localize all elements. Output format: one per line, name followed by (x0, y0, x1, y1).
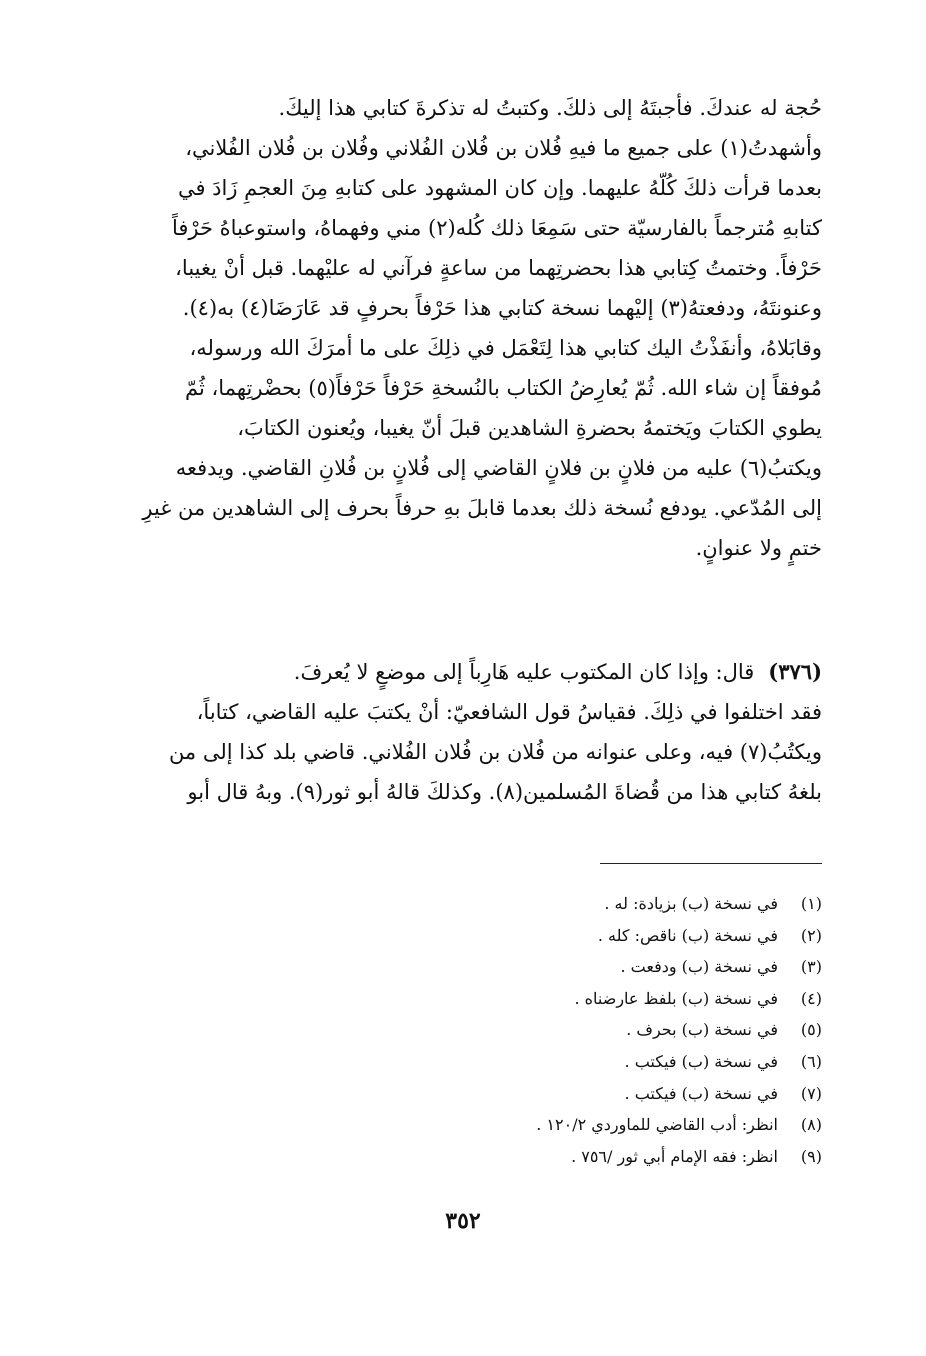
text-line-first (112, 652, 822, 692)
text-line: إلى المُدّعي. يودفع نُسخة ذلك بعدما قابلَ بهِ حرفاً بحرف إلى الشاهدين من غيرِ (142, 496, 822, 520)
text-line: وقابَلاهُ، وأنفَذْتُ اليك كتابي هذا لِتَعْمَل في ذلِكَ على ما أمرَكَ الله ورسوله، (189, 336, 822, 360)
text-line: ويكتُبُ(٧) فيه، وعلى عنوانه من فُلان بن فُلان الفُلاني. قاضي بلد كذا إلى من (168, 740, 822, 764)
text-line: وعنونتَهُ، ودفعتهُ(٣) إليْهما نسخة كتابي هذا حَرْفاً بحرفٍ قد عَارَضَا(٤) به(٤). (182, 296, 822, 320)
text-line: ويكتبُ(٦) عليه من فلانٍ بن فلانٍ القاضي إلى فُلانٍ بن فُلانِ القاضي. ويدفعه (175, 456, 822, 480)
footnote-number: (٤) (800, 988, 822, 1008)
paragraph-1 (112, 88, 822, 568)
footnote-number: (٩) (800, 1146, 822, 1166)
section-number: (٣٧٦) (768, 659, 822, 684)
footnote-text: انظر: أدب القاضي للماوردي ١٢٠/٢ . (536, 1115, 778, 1135)
text-line: مُوفقاً إن شاء الله. ثُمّ يُعارِضُ الكتاب بالنُسخةِ حَرْفاً حَرْفاً(٥) بحضْرتِهما، ثُمّ (185, 376, 822, 400)
section-first-line: قال: وإذا كان المكتوب عليه هَارِباً إلى موضعٍ لا يُعرفَ. (293, 660, 755, 684)
footnote-text: في نسخة (ب) بزيادة: له . (604, 894, 778, 913)
footnote-number: (٢) (800, 925, 822, 945)
text-line: كتابهِ مُترجماً بالفارسيّة حتى سَمِعَا ذلك كُله(٢) مني وفهماهُ، واستوعباهُ حَرْفاً (172, 216, 822, 240)
footnote-divider (600, 863, 822, 864)
footnote (382, 1014, 822, 1046)
text-line: فقد اختلفوا في ذلِكَ. فقياسُ قول الشافعيّ: أنْ يكتبَ عليه القاضي، كتاباً، (196, 700, 822, 724)
paragraph-2 (112, 652, 822, 812)
footnote-text: في نسخة (ب) فيكتب . (624, 1083, 778, 1103)
text-line: ختمٍ ولا عنوانٍ. (695, 536, 822, 560)
footnote-number: (٧) (800, 1083, 822, 1103)
footnote (382, 920, 822, 952)
footnote-number: (٨) (800, 1115, 822, 1135)
footnote (382, 1046, 822, 1078)
footnote-number: (٣) (800, 957, 822, 977)
page-number: ٣٥٢ (445, 1208, 481, 1234)
footnote-number: (٥) (800, 1020, 822, 1040)
footnote (382, 1078, 822, 1110)
footnote-text: في نسخة (ب) ناقص: كله . (597, 925, 778, 945)
footnote-text: في نسخة (ب) بحرف . (626, 1020, 778, 1040)
text-line: حُجة له عندكَ. فأجبتَهُ إلى ذلكَ. وكتبتُ له تذكرةَ كتابي هذا إليكَ. (278, 96, 822, 120)
footnotes (382, 888, 822, 1172)
footnote (382, 888, 822, 920)
footnote-number: (١) (800, 894, 822, 913)
footnote-number: (٦) (800, 1051, 822, 1071)
footnote (382, 983, 822, 1015)
text-line: بلغهُ كتابي هذا من قُضاةَ المُسلمين(٨). وكذلكَ قالهُ أبو ثور(٩). وبهُ قال أبو (187, 780, 822, 804)
footnote (382, 1141, 822, 1173)
footnote-text: في نسخة (ب) ودفعت . (620, 957, 778, 977)
footnote-text: في نسخة (ب) فيكتب . (624, 1051, 778, 1071)
text-line: حَرْفاً. وختمتُ كِتابي هذا بحضرتِهما من ساعةٍ فرآني له عليْهما. قبل أنْ يغيبا، (175, 256, 822, 280)
footnote (382, 951, 822, 983)
text-line: وأشهدتُ(١) على جميع ما فيهِ فُلان بن فُلان الفُلاني وفُلان بن فُلان الفُلاني، (185, 136, 822, 160)
footnote-text: انظر: فقه الإمام أبي ثور /٧٥٦ . (571, 1146, 778, 1166)
text-line: بعدما قرأت ذلكَ كُلّهُ عليهما. وإن كان المشهود على كتابهِ مِنَ العجمِ زَادَ في (177, 176, 822, 200)
footnote-text: في نسخة (ب) بلفظ عارضناه . (574, 988, 778, 1008)
footnote (382, 1109, 822, 1141)
text-line: يطوي الكتابَ ويَختمهُ بحضرةِ الشاهدين قبلَ أنّ يغيبا، ويُعنون الكتابَ، (237, 416, 822, 440)
